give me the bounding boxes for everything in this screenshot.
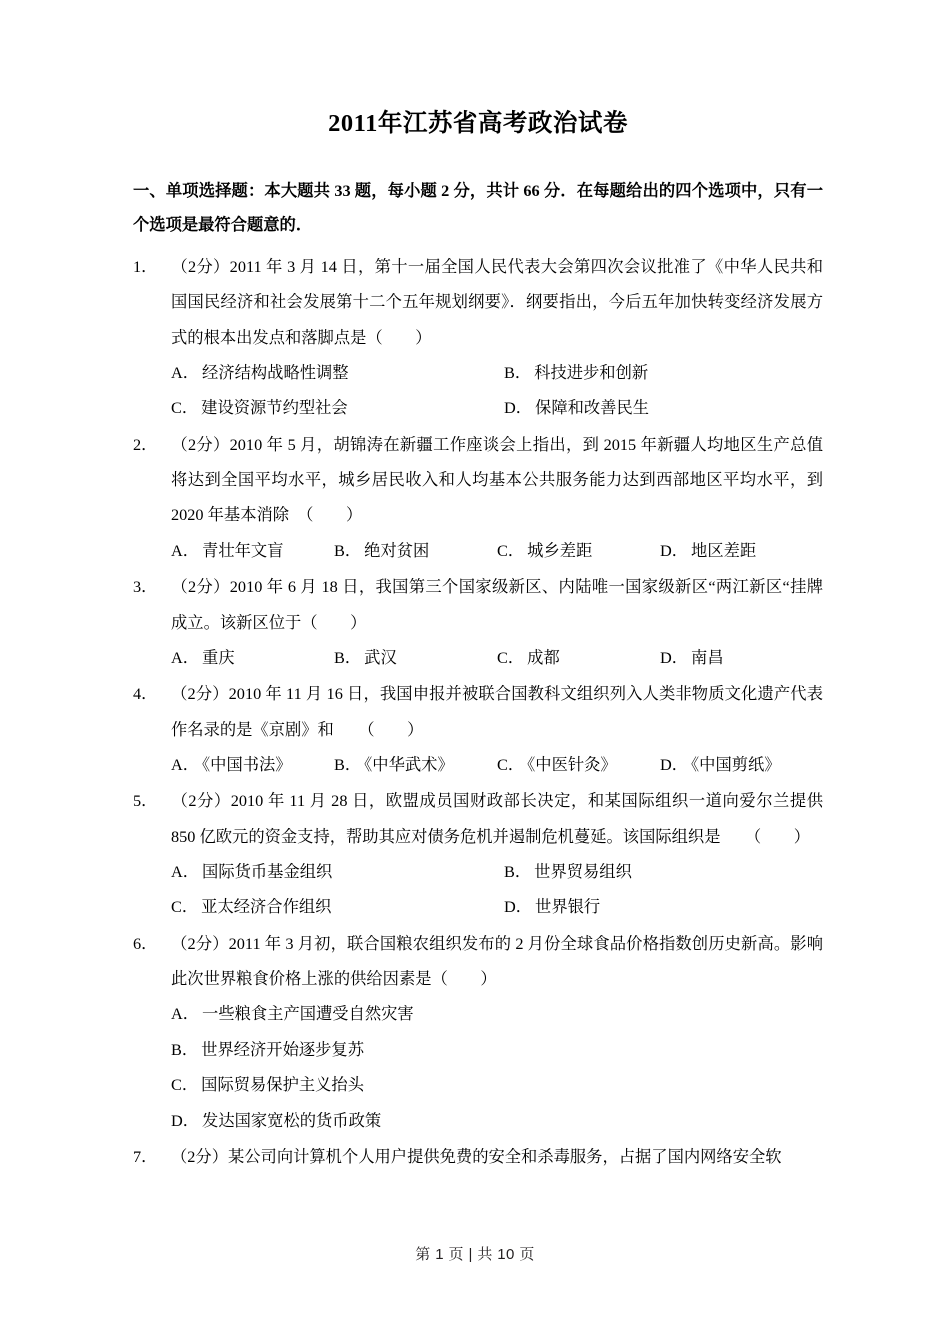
option-row	[171, 1032, 823, 1067]
option-choice[interactable]	[497, 533, 660, 568]
page-content	[133, 108, 823, 1175]
question-number: 4．	[133, 684, 158, 704]
option-text: 《中医针灸》	[527, 754, 617, 774]
option-letter: B．	[334, 540, 362, 560]
option-choice[interactable]	[171, 1103, 823, 1138]
question-text: （2分）2010 年 5 月，胡锦涛在新疆工作座谈会上指出，到 2015 年新疆人均地区生产总值将达到全国平均水平，城乡居民收入和人均基本公共服务能力达到西部地区平均水平，到 2020 年基本消除 （ ）	[171, 434, 823, 525]
option-choice[interactable]	[171, 889, 497, 924]
question-text: （2分）2010 年 11 月 28 日，欧盟成员国财政部长决定，和某国际组织一道向爱尔兰提供 850 亿欧元的资金支持，帮助其应对债务危机并遏制危机蔓延。该国际组织是 （ ）	[171, 791, 823, 846]
option-letter: C．	[171, 398, 199, 418]
question-item	[133, 676, 823, 782]
option-row	[171, 996, 823, 1031]
option-text: 地区差距	[691, 540, 757, 560]
option-choice[interactable]	[497, 355, 823, 390]
section-heading: 一、单项选择题：本大题共 33 题，每小题 2 分，共计 66 分．在每题给出的四个选项中，只有一个选项是最符合题意的．	[133, 180, 823, 235]
option-choice[interactable]	[171, 854, 497, 889]
question-text: （2分）2011 年 3 月初，联合国粮农组织发布的 2 月份全球食品价格指数创历史新高。影响此次世界粮食价格上涨的供给因素是（ ）	[171, 933, 823, 989]
option-letter: B．	[334, 647, 362, 667]
question-number: 6．	[133, 933, 158, 953]
option-group	[133, 640, 823, 675]
question-body	[133, 249, 823, 355]
option-row	[171, 390, 823, 425]
option-letter: A．	[171, 754, 200, 774]
option-choice[interactable]	[171, 533, 334, 568]
question-text: （2分）2011 年 3 月 14 日，第十一届全国人民代表大会第四次会议批准了《中华人民共和国国民经济和社会发展第十二个五年规划纲要》．纲要指出，今后五年加快转变经济发展方式的根本出发点和落脚点是（ ）	[171, 256, 823, 347]
option-choice[interactable]	[497, 390, 823, 425]
question-body	[133, 783, 823, 854]
option-choice[interactable]	[497, 889, 823, 924]
option-choice[interactable]	[171, 1032, 823, 1067]
option-letter: D．	[660, 647, 689, 667]
question-item	[133, 569, 823, 675]
option-letter: A．	[171, 647, 200, 667]
option-text: 成都	[527, 647, 560, 667]
question-body	[133, 1139, 823, 1174]
option-text: 《中国剪纸》	[691, 754, 781, 774]
option-letter: D．	[504, 398, 533, 418]
question-item	[133, 1139, 823, 1174]
option-text: 世界银行	[535, 897, 601, 917]
option-group	[133, 355, 823, 426]
option-text: 经济结构战略性调整	[202, 363, 349, 383]
option-row	[171, 355, 823, 390]
option-text: 重庆	[202, 647, 235, 667]
option-text: 国际贸易保护主义抬头	[201, 1075, 364, 1095]
question-item	[133, 926, 823, 1138]
option-row	[171, 533, 823, 568]
option-letter: C．	[497, 540, 525, 560]
question-number: 7．	[133, 1146, 158, 1166]
option-text: 《中华武术》	[364, 754, 454, 774]
option-choice[interactable]	[497, 747, 660, 782]
option-choice[interactable]	[171, 355, 497, 390]
option-text: 青壮年文盲	[202, 540, 284, 560]
question-body	[133, 676, 823, 747]
question-item	[133, 783, 823, 924]
option-text: 保障和改善民生	[535, 398, 650, 418]
option-choice[interactable]	[334, 640, 497, 675]
option-letter: A．	[171, 862, 200, 882]
option-row	[171, 854, 823, 889]
option-row	[171, 889, 823, 924]
option-letter: D．	[660, 540, 689, 560]
option-letter: C．	[497, 754, 525, 774]
option-letter: D．	[660, 754, 689, 774]
option-letter: D．	[171, 1110, 200, 1130]
option-text: 发达国家宽松的货币政策	[202, 1110, 382, 1130]
option-letter: D．	[504, 897, 533, 917]
option-text: 亚太经济合作组织	[201, 897, 332, 917]
option-letter: A．	[171, 1004, 200, 1024]
option-letter: A．	[171, 363, 200, 383]
option-text: 《中国书法》	[202, 754, 292, 774]
option-choice[interactable]	[660, 640, 823, 675]
question-text: （2分）2010 年 11 月 16 日，我国申报并被联合国教科文组织列入人类非物质文化遗产代表作名录的是《京剧》和 （ ）	[171, 684, 823, 739]
option-letter: C．	[171, 897, 199, 917]
page-footer: 第 1 页 | 共 10 页	[415, 1246, 535, 1263]
question-number: 5．	[133, 791, 158, 811]
option-text: 一些粮食主产国遭受自然灾害	[202, 1004, 414, 1024]
option-text: 科技进步和创新	[534, 363, 649, 383]
question-text: （2分）某公司向计算机个人用户提供免费的安全和杀毒服务，占据了国内网络安全软	[171, 1146, 782, 1166]
option-text: 世界经济开始逐步复苏	[201, 1039, 364, 1059]
option-group	[133, 747, 823, 782]
page-title: 2011年江苏省高考政治试卷	[328, 110, 628, 137]
question-number: 3．	[133, 577, 158, 597]
option-text: 城乡差距	[527, 540, 593, 560]
option-choice[interactable]	[334, 747, 497, 782]
option-letter: C．	[497, 647, 525, 667]
option-choice[interactable]	[660, 747, 823, 782]
question-item	[133, 249, 823, 426]
option-choice[interactable]	[171, 640, 334, 675]
option-text: 武汉	[364, 647, 397, 667]
question-text: （2分）2010 年 6 月 18 日，我国第三个国家级新区、内陆唯一国家级新区“两江新区“挂牌成立。该新区位于（ ）	[171, 577, 823, 632]
question-body	[133, 926, 823, 997]
option-text: 绝对贫困	[364, 540, 430, 560]
option-text: 世界贸易组织	[534, 862, 632, 882]
option-row	[171, 640, 823, 675]
option-letter: A．	[171, 540, 200, 560]
option-letter: B．	[504, 862, 532, 882]
option-group	[133, 996, 823, 1137]
option-letter: C．	[171, 1075, 199, 1095]
question-number: 2．	[133, 434, 158, 454]
question-number: 1．	[133, 256, 158, 276]
option-text: 南昌	[691, 647, 724, 667]
option-letter: B．	[171, 1039, 199, 1059]
question-body	[133, 427, 823, 533]
option-choice[interactable]	[334, 533, 497, 568]
option-text: 国际货币基金组织	[202, 862, 333, 882]
option-choice[interactable]	[497, 640, 660, 675]
option-row	[171, 747, 823, 782]
question-body	[133, 569, 823, 640]
option-letter: B．	[334, 754, 362, 774]
option-group	[133, 854, 823, 925]
option-row	[171, 1103, 823, 1138]
question-list	[133, 249, 823, 1174]
question-item	[133, 427, 823, 568]
option-choice[interactable]	[171, 1067, 823, 1102]
option-choice[interactable]	[171, 390, 497, 425]
option-group	[133, 533, 823, 568]
option-text: 建设资源节约型社会	[201, 398, 348, 418]
option-choice[interactable]	[171, 996, 823, 1031]
option-letter: B．	[504, 363, 532, 383]
option-choice[interactable]	[660, 533, 823, 568]
option-row	[171, 1067, 823, 1102]
option-choice[interactable]	[171, 747, 334, 782]
option-choice[interactable]	[497, 854, 823, 889]
